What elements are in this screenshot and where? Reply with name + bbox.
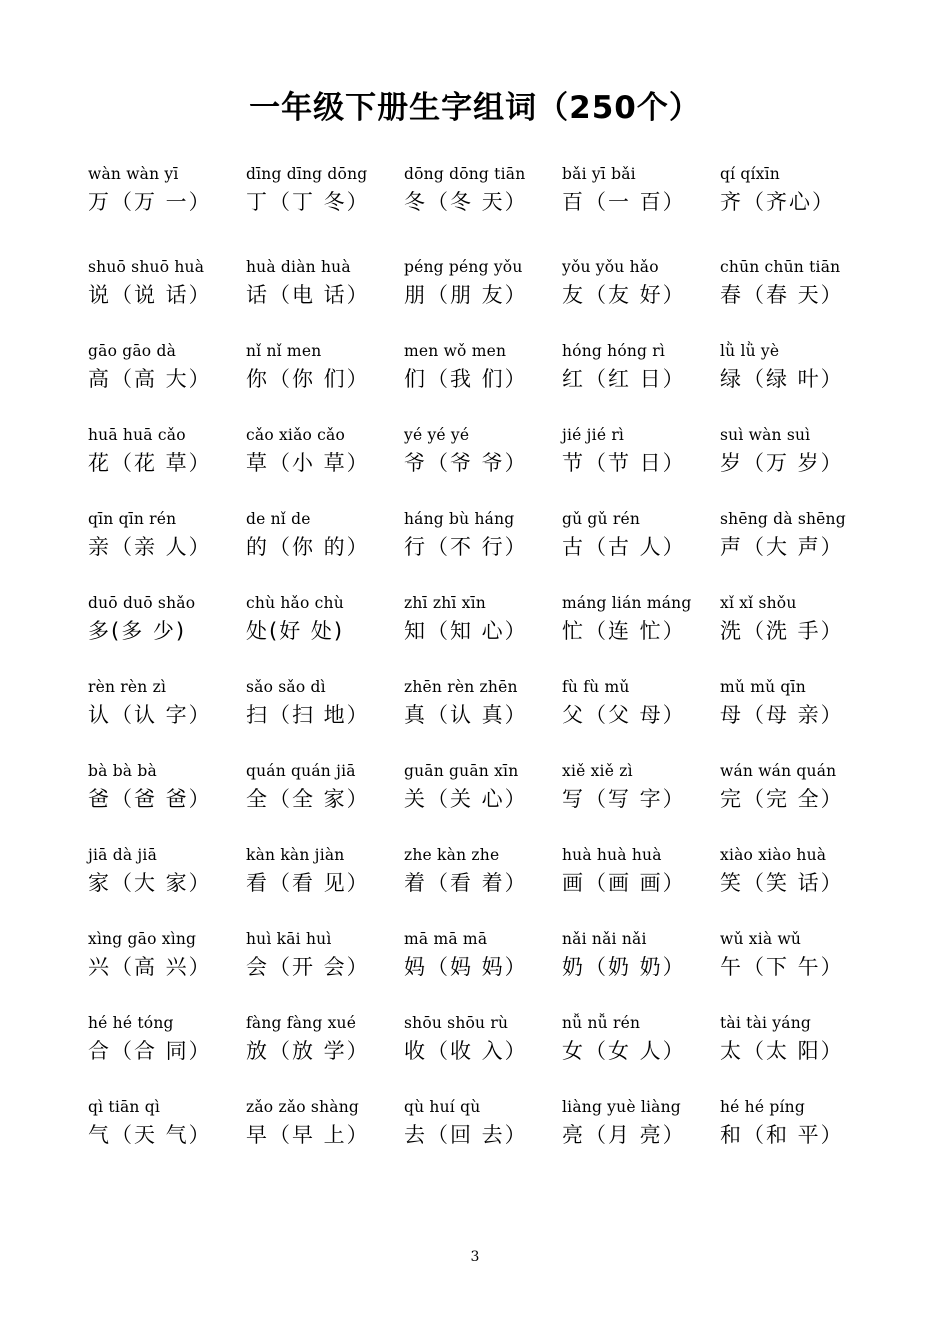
vocab-entry — [88, 1011, 246, 1095]
vocab-entry — [720, 1011, 878, 1095]
vocab-entry — [562, 1011, 720, 1095]
hanzi-word-text: 画（画 画） — [562, 871, 686, 895]
pinyin-text: de nǐ de — [246, 510, 311, 528]
vocab-entry — [88, 255, 246, 339]
vocab-entry — [404, 507, 562, 591]
pinyin-text: mǔ mǔ qīn — [720, 678, 806, 696]
vocab-entry — [720, 162, 878, 255]
hanzi-word-text: 妈（妈 妈） — [404, 955, 528, 979]
vocab-entry — [720, 255, 878, 339]
vocab-entry — [404, 1011, 562, 1095]
hanzi-word-text: 母（母 亲） — [720, 703, 844, 727]
hanzi-word-text: 多(多 少) — [88, 619, 187, 643]
hanzi-word-text: 去（回 去） — [404, 1123, 528, 1147]
hanzi-word-text: 冬（冬 天） — [404, 190, 528, 214]
hanzi-word-text: 完（完 全） — [720, 787, 844, 811]
vocab-entry — [720, 843, 878, 927]
vocab-entry — [404, 675, 562, 759]
pinyin-text: huì kāi huì — [246, 930, 332, 948]
vocab-row — [88, 591, 878, 675]
hanzi-word-text: 全（全 家） — [246, 787, 370, 811]
pinyin-text: shēng dà shēng — [720, 510, 846, 528]
vocab-row — [88, 255, 878, 339]
vocab-entry — [720, 927, 878, 1011]
vocab-row — [88, 1011, 878, 1095]
pinyin-text: qí qíxīn — [720, 165, 780, 183]
vocab-row — [88, 339, 878, 423]
hanzi-word-text: 看（看 见） — [246, 871, 370, 895]
hanzi-word-text: 笑（笑 话） — [720, 871, 844, 895]
vocab-entry — [404, 927, 562, 1011]
pinyin-text: gāo gāo dà — [88, 342, 177, 360]
pinyin-text: quán quán jiā — [246, 762, 356, 780]
hanzi-word-text: 声（大 声） — [720, 535, 844, 559]
hanzi-word-text: 红（红 日） — [562, 367, 686, 391]
vocab-row — [88, 675, 878, 759]
vocab-entry — [562, 255, 720, 339]
pinyin-text: zǎo zǎo shàng — [246, 1098, 360, 1116]
pinyin-text: huà huà huà — [562, 846, 662, 864]
vocab-entry — [88, 1095, 246, 1179]
vocab-entry — [720, 591, 878, 675]
vocab-entry — [404, 1095, 562, 1179]
pinyin-text: huà diàn huà — [246, 258, 351, 276]
vocab-entry — [562, 927, 720, 1011]
pinyin-text: lǜ lǜ yè — [720, 342, 780, 360]
pinyin-text: zhe kàn zhe — [404, 846, 500, 864]
vocab-entry — [88, 843, 246, 927]
hanzi-word-text: 家（大 家） — [88, 871, 212, 895]
hanzi-word-text: 兴（高 兴） — [88, 955, 212, 979]
pinyin-text: shōu shōu rù — [404, 1014, 509, 1032]
pinyin-text: wàn wàn yī — [88, 165, 179, 183]
pinyin-text: sǎo sǎo dì — [246, 678, 326, 696]
hanzi-word-text: 你（你 们） — [246, 367, 370, 391]
vocab-entry — [404, 162, 562, 255]
pinyin-text: cǎo xiǎo cǎo — [246, 426, 346, 444]
pinyin-text: suì wàn suì — [720, 426, 811, 444]
hanzi-word-text: 着（看 着） — [404, 871, 528, 895]
pinyin-text: hé hé píng — [720, 1098, 805, 1116]
pinyin-text: zhī zhī xīn — [404, 594, 486, 612]
pinyin-text: nǐ nǐ men — [246, 342, 322, 360]
page-title: 一年级下册生字组词（250个） — [249, 90, 701, 126]
hanzi-word-text: 关（关 心） — [404, 787, 528, 811]
pinyin-text: jié jié rì — [562, 426, 625, 444]
vocab-entry — [720, 1095, 878, 1179]
vocab-entry — [562, 507, 720, 591]
vocab-entry — [246, 423, 404, 507]
pinyin-text: xìng gāo xìng — [88, 930, 197, 948]
pinyin-text: rèn rèn zì — [88, 678, 167, 696]
hanzi-word-text: 万（万 一） — [88, 190, 212, 214]
vocab-entry — [88, 507, 246, 591]
hanzi-word-text: 话（电 话） — [246, 283, 370, 307]
vocab-entry — [562, 1095, 720, 1179]
hanzi-word-text: 真（认 真） — [404, 703, 528, 727]
pinyin-text: duō duō shǎo — [88, 594, 196, 612]
pinyin-text: wǔ xià wǔ — [720, 930, 802, 948]
hanzi-word-text: 节（节 日） — [562, 451, 686, 475]
vocab-entry — [246, 927, 404, 1011]
vocab-entry — [88, 423, 246, 507]
vocab-entry — [404, 759, 562, 843]
pinyin-text: wán wán quán — [720, 762, 837, 780]
hanzi-word-text: 父（父 母） — [562, 703, 686, 727]
pinyin-text: jiā dà jiā — [88, 846, 158, 864]
vocab-entry — [246, 591, 404, 675]
hanzi-word-text: 行（不 行） — [404, 535, 528, 559]
vocab-entry — [246, 507, 404, 591]
pinyin-text: nǎi nǎi nǎi — [562, 930, 647, 948]
hanzi-word-text: 爷（爷 爷） — [404, 451, 528, 475]
hanzi-word-text: 们（我 们） — [404, 367, 528, 391]
vocab-entry — [720, 339, 878, 423]
vocab-row — [88, 507, 878, 591]
vocab-entry — [246, 255, 404, 339]
vocab-entry — [562, 591, 720, 675]
vocab-entry — [246, 339, 404, 423]
pinyin-text: chūn chūn tiān — [720, 258, 841, 276]
pinyin-text: bǎi yī bǎi — [562, 165, 636, 183]
vocab-row — [88, 843, 878, 927]
pinyin-text: zhēn rèn zhēn — [404, 678, 518, 696]
vocab-row — [88, 759, 878, 843]
vocab-entry — [246, 675, 404, 759]
pinyin-text: gǔ gǔ rén — [562, 510, 641, 528]
pinyin-text: hóng hóng rì — [562, 342, 666, 360]
pinyin-text: bà bà bà — [88, 762, 157, 780]
hanzi-word-text: 洗（洗 手） — [720, 619, 844, 643]
hanzi-word-text: 处(好 处) — [246, 619, 345, 643]
vocab-entry — [720, 675, 878, 759]
hanzi-word-text: 说（说 话） — [88, 283, 212, 307]
vocab-entry — [88, 759, 246, 843]
vocabulary-grid — [88, 162, 878, 1179]
pinyin-text: xiào xiào huà — [720, 846, 827, 864]
vocab-entry — [562, 843, 720, 927]
hanzi-word-text: 认（认 字） — [88, 703, 212, 727]
vocab-entry — [88, 675, 246, 759]
pinyin-text: yé yé yé — [404, 426, 470, 444]
hanzi-word-text: 忙（连 忙） — [562, 619, 686, 643]
pinyin-text: kàn kàn jiàn — [246, 846, 345, 864]
hanzi-word-text: 合（合 同） — [88, 1039, 212, 1063]
hanzi-word-text: 齐（齐心） — [720, 190, 835, 214]
vocab-entry — [404, 339, 562, 423]
vocab-entry — [720, 507, 878, 591]
vocab-row — [88, 927, 878, 1011]
hanzi-word-text: 会（开 会） — [246, 955, 370, 979]
vocab-row — [88, 423, 878, 507]
pinyin-text: liàng yuè liàng — [562, 1098, 681, 1116]
hanzi-word-text: 收（收 入） — [404, 1039, 528, 1063]
pinyin-text: dōng dōng tiān — [404, 165, 526, 183]
hanzi-word-text: 岁（万 岁） — [720, 451, 844, 475]
hanzi-word-text: 午（下 午） — [720, 955, 844, 979]
hanzi-word-text: 女（女 人） — [562, 1039, 686, 1063]
vocab-entry — [246, 1011, 404, 1095]
pinyin-text: dīng dīng dōng — [246, 165, 368, 183]
pinyin-text: huā huā cǎo — [88, 426, 186, 444]
vocab-entry — [246, 162, 404, 255]
vocab-entry — [88, 591, 246, 675]
pinyin-text: qīn qīn rén — [88, 510, 177, 528]
pinyin-text: mā mā mā — [404, 930, 488, 948]
vocab-entry — [404, 591, 562, 675]
hanzi-word-text: 丁（丁 冬） — [246, 190, 370, 214]
hanzi-word-text: 古（古 人） — [562, 535, 686, 559]
vocab-entry — [246, 759, 404, 843]
vocab-entry — [562, 675, 720, 759]
pinyin-text: péng péng yǒu — [404, 258, 523, 276]
vocab-row — [88, 1095, 878, 1179]
pinyin-text: máng lián máng — [562, 594, 692, 612]
hanzi-word-text: 奶（奶 奶） — [562, 955, 686, 979]
vocab-entry — [246, 1095, 404, 1179]
hanzi-word-text: 亮（月 亮） — [562, 1123, 686, 1147]
vocab-entry — [88, 927, 246, 1011]
pinyin-text: chù hǎo chù — [246, 594, 344, 612]
pinyin-text: xiě xiě zì — [562, 762, 633, 780]
pinyin-text: qì tiān qì — [88, 1098, 161, 1116]
hanzi-word-text: 百（一 百） — [562, 190, 686, 214]
hanzi-word-text: 扫（扫 地） — [246, 703, 370, 727]
pinyin-text: shuō shuō huà — [88, 258, 205, 276]
hanzi-word-text: 草（小 草） — [246, 451, 370, 475]
hanzi-word-text: 友（友 好） — [562, 283, 686, 307]
hanzi-word-text: 高（高 大） — [88, 367, 212, 391]
vocab-entry — [720, 759, 878, 843]
hanzi-word-text: 绿（绿 叶） — [720, 367, 844, 391]
pinyin-text: qù huí qù — [404, 1098, 481, 1116]
pinyin-text: háng bù háng — [404, 510, 515, 528]
hanzi-word-text: 早（早 上） — [246, 1123, 370, 1147]
hanzi-word-text: 花（花 草） — [88, 451, 212, 475]
vocab-entry — [88, 339, 246, 423]
vocab-entry — [562, 339, 720, 423]
hanzi-word-text: 知（知 心） — [404, 619, 528, 643]
hanzi-word-text: 和（和 平） — [720, 1123, 844, 1147]
pinyin-text: hé hé tóng — [88, 1014, 174, 1032]
vocab-entry — [720, 423, 878, 507]
hanzi-word-text: 朋（朋 友） — [404, 283, 528, 307]
pinyin-text: tài tài yáng — [720, 1014, 812, 1032]
hanzi-word-text: 太（太 阳） — [720, 1039, 844, 1063]
pinyin-text: fù fù mǔ — [562, 678, 630, 696]
pinyin-text: men wǒ men — [404, 342, 507, 360]
pinyin-text: yǒu yǒu hǎo — [562, 258, 659, 276]
vocab-entry — [562, 759, 720, 843]
vocab-entry — [562, 423, 720, 507]
vocab-entry — [562, 162, 720, 255]
hanzi-word-text: 春（春 天） — [720, 283, 844, 307]
hanzi-word-text: 亲（亲 人） — [88, 535, 212, 559]
vocab-row — [88, 162, 878, 255]
hanzi-word-text: 放（放 学） — [246, 1039, 370, 1063]
vocab-entry — [404, 843, 562, 927]
hanzi-word-text: 的（你 的） — [246, 535, 370, 559]
pinyin-text: xǐ xǐ shǒu — [720, 594, 797, 612]
hanzi-word-text: 爸（爸 爸） — [88, 787, 212, 811]
vocab-entry — [404, 255, 562, 339]
vocab-entry — [404, 423, 562, 507]
vocab-entry — [88, 162, 246, 255]
pinyin-text: fàng fàng xué — [246, 1014, 357, 1032]
pinyin-text: guān guān xīn — [404, 762, 519, 780]
page-number: 3 — [470, 1249, 480, 1265]
vocab-entry — [246, 843, 404, 927]
hanzi-word-text: 写（写 字） — [562, 787, 686, 811]
hanzi-word-text: 气（天 气） — [88, 1123, 212, 1147]
pinyin-text: nǚ nǚ rén — [562, 1014, 641, 1032]
